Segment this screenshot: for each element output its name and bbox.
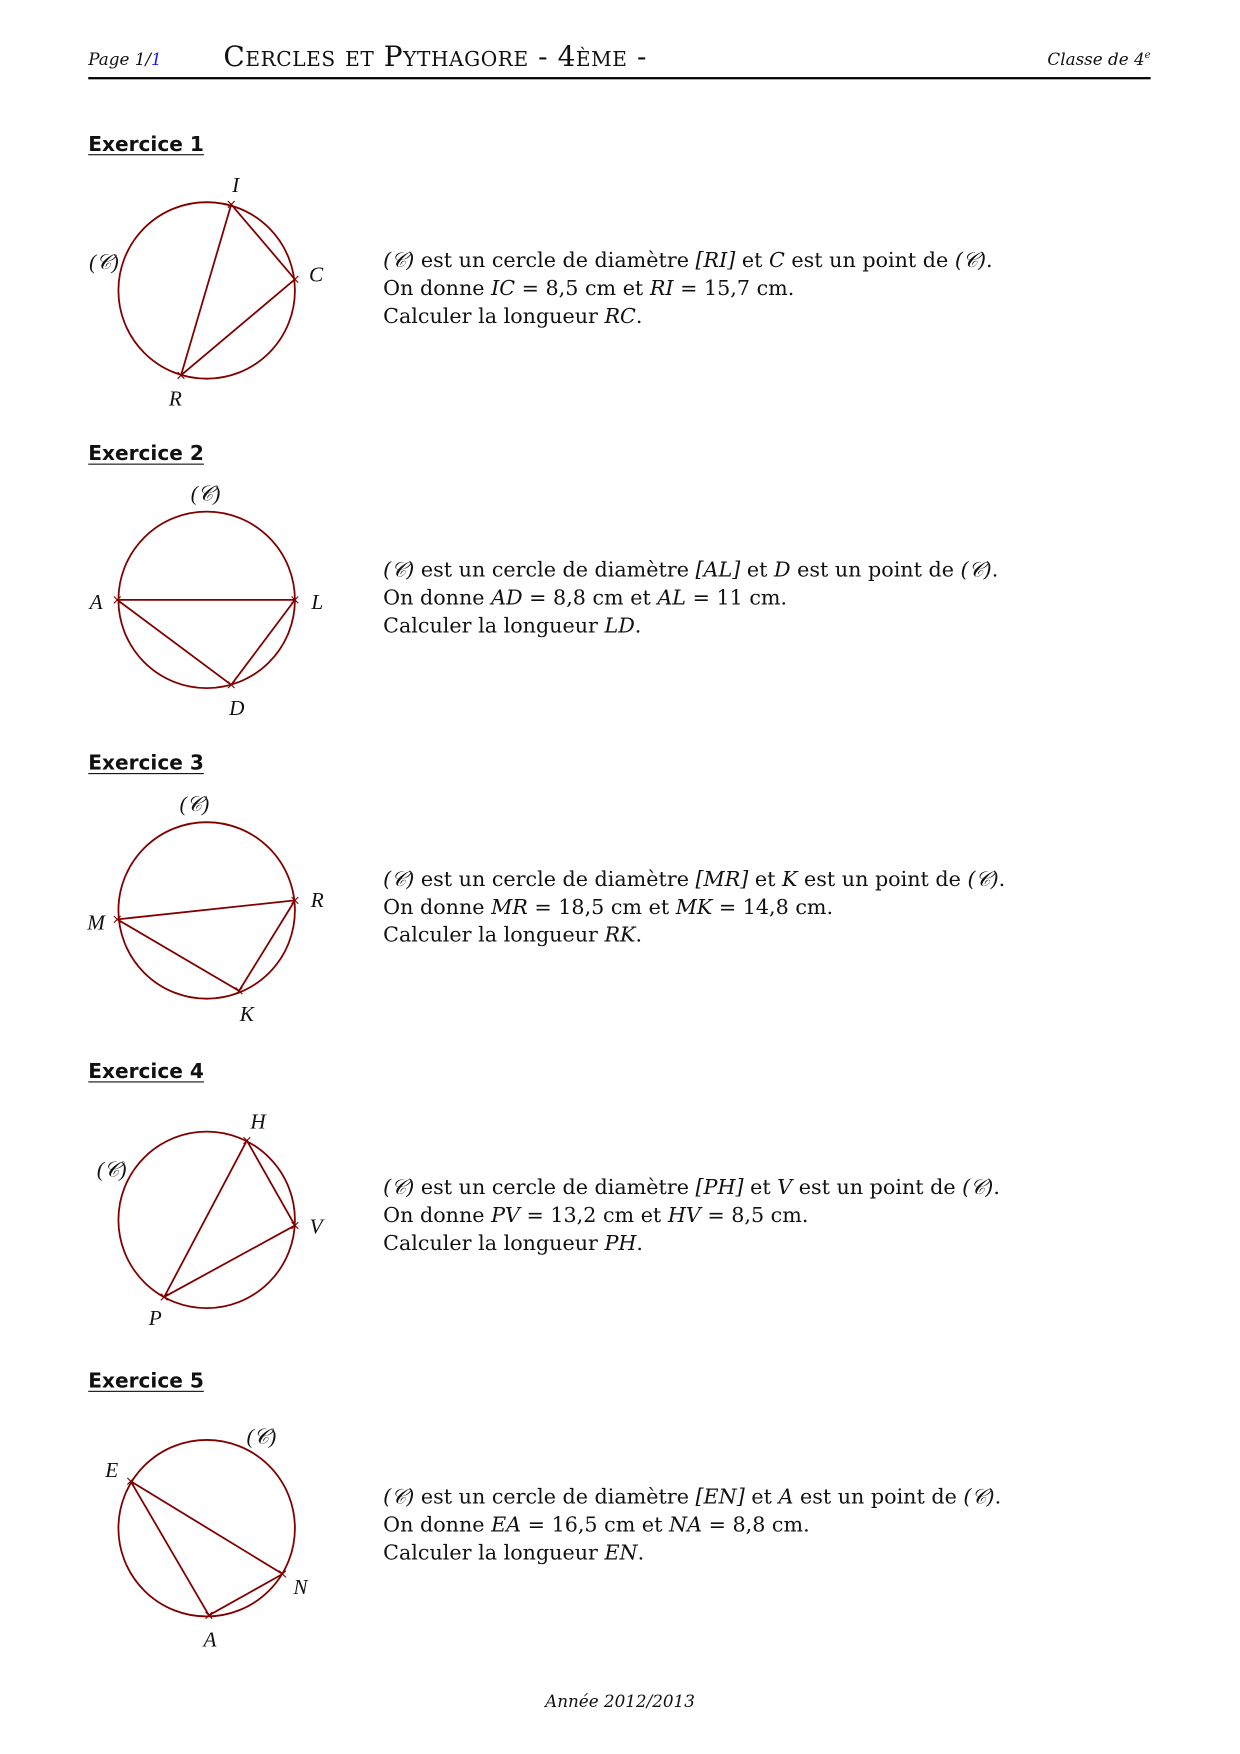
point-label: P (148, 1305, 162, 1330)
text-fragment: est un cercle de diamètre (414, 1176, 696, 1200)
text-fragment: = 13,2 cm et (519, 1204, 668, 1228)
statement-line (383, 1511, 1001, 1539)
point-label: K (239, 1002, 254, 1027)
text-fragment: . (634, 614, 642, 638)
text-fragment: . (986, 249, 993, 273)
text-fragment: Calculer la longueur (383, 304, 605, 329)
exercise-statement (383, 866, 1005, 950)
text-fragment: . (635, 304, 643, 329)
exercise-title: Exercice 3 (88, 751, 204, 776)
text-fragment: est un cercle de diamètre (414, 249, 696, 273)
point-label: C (309, 262, 324, 287)
exercise-statement (383, 1174, 1000, 1258)
math-term: A (778, 1485, 794, 1510)
text-fragment: On donne (383, 277, 492, 301)
triangle-side (117, 600, 231, 685)
math-term: PH (604, 1232, 637, 1256)
math-term: (𝒞) (962, 1176, 994, 1200)
text-fragment: est un cercle de diamètre (414, 558, 696, 583)
text-fragment: Calculer la longueur (383, 923, 605, 948)
statement-line (383, 247, 992, 275)
text-fragment: Calculer la longueur (383, 1232, 605, 1256)
circle-label: (𝒞) (96, 1157, 127, 1182)
statement-line (383, 303, 992, 331)
statement-line (383, 1230, 1000, 1258)
math-term: (𝒞) (383, 1485, 415, 1510)
triangle-side (131, 1481, 283, 1574)
math-term: [EN] (695, 1485, 745, 1510)
statement-line (383, 1174, 1000, 1202)
triangle-side (181, 279, 295, 375)
triangle-side (131, 1481, 209, 1615)
text-fragment: Calculer la longueur (383, 1541, 605, 1566)
text-fragment: On donne (383, 586, 492, 610)
triangle-side (231, 600, 295, 685)
text-fragment: et (743, 1176, 778, 1200)
text-fragment: = 14,8 cm. (712, 895, 834, 920)
exercise-figure (86, 792, 324, 1026)
text-fragment: . (998, 867, 1006, 892)
exercise-title: Exercice 5 (88, 1369, 204, 1394)
math-term: (𝒞) (383, 249, 415, 273)
exercise-statement (383, 247, 992, 331)
exercise-title: Exercice 1 (88, 132, 204, 157)
math-term: NA (669, 1513, 703, 1538)
text-fragment: . (991, 558, 999, 583)
math-term: PV (491, 1204, 520, 1228)
circle-label: (𝒞) (190, 481, 221, 506)
exercise-figure (104, 1424, 309, 1651)
text-fragment: = 16,5 cm et (521, 1513, 670, 1538)
triangle-side (239, 900, 295, 990)
exercise-title: Exercice 4 (88, 1060, 204, 1084)
math-term: MK (675, 895, 713, 920)
statement-line (383, 866, 1005, 894)
text-fragment: et (735, 249, 770, 273)
text-fragment: = 8,8 cm. (702, 1513, 810, 1538)
math-term: (𝒞) (383, 1176, 415, 1200)
text-fragment: . (994, 1485, 1002, 1510)
document-title: Cercles et Pythagore - 4ème - (223, 40, 647, 73)
text-fragment: et (748, 867, 783, 892)
exercise-statement (383, 1484, 1001, 1568)
statement-line (383, 1539, 1001, 1567)
math-term: [AL] (695, 558, 741, 583)
math-term: LD (604, 614, 635, 638)
text-fragment: est un point de (784, 249, 955, 273)
text-fragment: = 8,5 cm et (515, 277, 650, 301)
point-label: I (232, 173, 240, 198)
text-fragment: = 8,8 cm et (522, 586, 658, 610)
math-term: MR (491, 895, 528, 920)
text-fragment: On donne (383, 895, 492, 920)
circle-c (118, 1132, 295, 1309)
statement-line (383, 894, 1005, 922)
exercise-figure (88, 481, 324, 719)
triangle-side (117, 900, 295, 919)
math-term: V (777, 1176, 793, 1200)
text-fragment: . (635, 923, 643, 948)
statement-line (383, 275, 992, 303)
statement-line (383, 584, 998, 612)
text-fragment: On donne (383, 1204, 492, 1228)
point-label: D (229, 695, 245, 720)
triangle-side (117, 919, 239, 990)
point-label: R (168, 386, 182, 411)
exercise-figure (89, 173, 324, 410)
text-fragment: est un cercle de diamètre (414, 867, 696, 892)
math-term: EA (491, 1513, 522, 1538)
text-fragment: est un point de (797, 867, 968, 892)
footer-year: Année 2012/2013 (545, 1691, 695, 1712)
exercise-title: Exercice 2 (88, 442, 204, 466)
point-label: M (87, 910, 105, 935)
statement-line (383, 922, 1005, 950)
math-term: (𝒞) (383, 558, 415, 583)
class-text: Classe de 4 (1047, 49, 1145, 70)
page-total-link[interactable]: 1 (151, 49, 162, 70)
text-fragment: = 15,7 cm. (673, 277, 795, 301)
statement-line (383, 1484, 1001, 1512)
statement-line (383, 556, 998, 584)
text-fragment: et (740, 558, 774, 583)
math-term: [RI] (695, 249, 736, 273)
exercise-statement (383, 556, 998, 640)
text-fragment: et (744, 1485, 779, 1510)
math-term: IC (491, 277, 516, 301)
circle-label: (𝒞) (246, 1424, 277, 1449)
point-label: E (105, 1457, 119, 1482)
math-term: (𝒞) (967, 867, 999, 892)
text-fragment: Calculer la longueur (383, 614, 605, 638)
circle-label: (𝒞) (89, 250, 119, 275)
text-fragment: On donne (383, 1513, 492, 1538)
point-label: V (309, 1214, 323, 1239)
math-term: RI (649, 277, 674, 301)
page-label: Page 1/ (88, 49, 152, 70)
math-term: AD (491, 586, 523, 610)
point-label: N (293, 1575, 308, 1600)
text-fragment: = 8,5 cm. (700, 1204, 809, 1228)
math-term: RK (604, 923, 636, 948)
point-label: H (250, 1109, 266, 1134)
math-term: RC (604, 304, 636, 329)
exercise-figure (97, 1109, 325, 1330)
statement-line (383, 612, 998, 640)
math-term: (𝒞) (383, 867, 415, 892)
math-term: (𝒞) (960, 558, 992, 583)
text-fragment: . (636, 1232, 643, 1256)
point-marker-icon (161, 1294, 168, 1301)
math-term: [PH] (695, 1176, 744, 1200)
math-term: (𝒞) (963, 1485, 995, 1510)
math-term: AL (657, 586, 687, 610)
point-label: A (203, 1627, 217, 1652)
math-term: C (769, 249, 785, 273)
circle-label: (𝒞) (179, 792, 210, 817)
text-fragment: . (993, 1176, 1000, 1200)
class-sup: e (1144, 50, 1151, 62)
statement-line (383, 1202, 1000, 1230)
math-term: EN (604, 1541, 638, 1566)
point-marker-icon (206, 1612, 213, 1619)
text-fragment: est un cercle de diamètre (414, 1485, 696, 1510)
point-label: R (310, 888, 324, 913)
math-term: D (773, 558, 791, 583)
triangle-side (231, 204, 295, 279)
text-fragment: est un point de (793, 1485, 964, 1510)
text-fragment: est un point de (792, 1176, 963, 1200)
text-fragment: = 18,5 cm et (527, 895, 676, 920)
point-label: A (89, 589, 103, 614)
triangle-side (181, 204, 231, 375)
text-fragment: . (637, 1541, 645, 1566)
text-fragment: = 11 cm. (686, 586, 788, 610)
math-term: HV (667, 1204, 701, 1228)
triangle-side (209, 1574, 283, 1615)
math-term: K (782, 867, 798, 892)
text-fragment: est un point de (790, 558, 961, 583)
point-label: L (311, 589, 324, 614)
math-term: (𝒞) (954, 249, 987, 273)
math-term: [MR] (695, 867, 749, 892)
